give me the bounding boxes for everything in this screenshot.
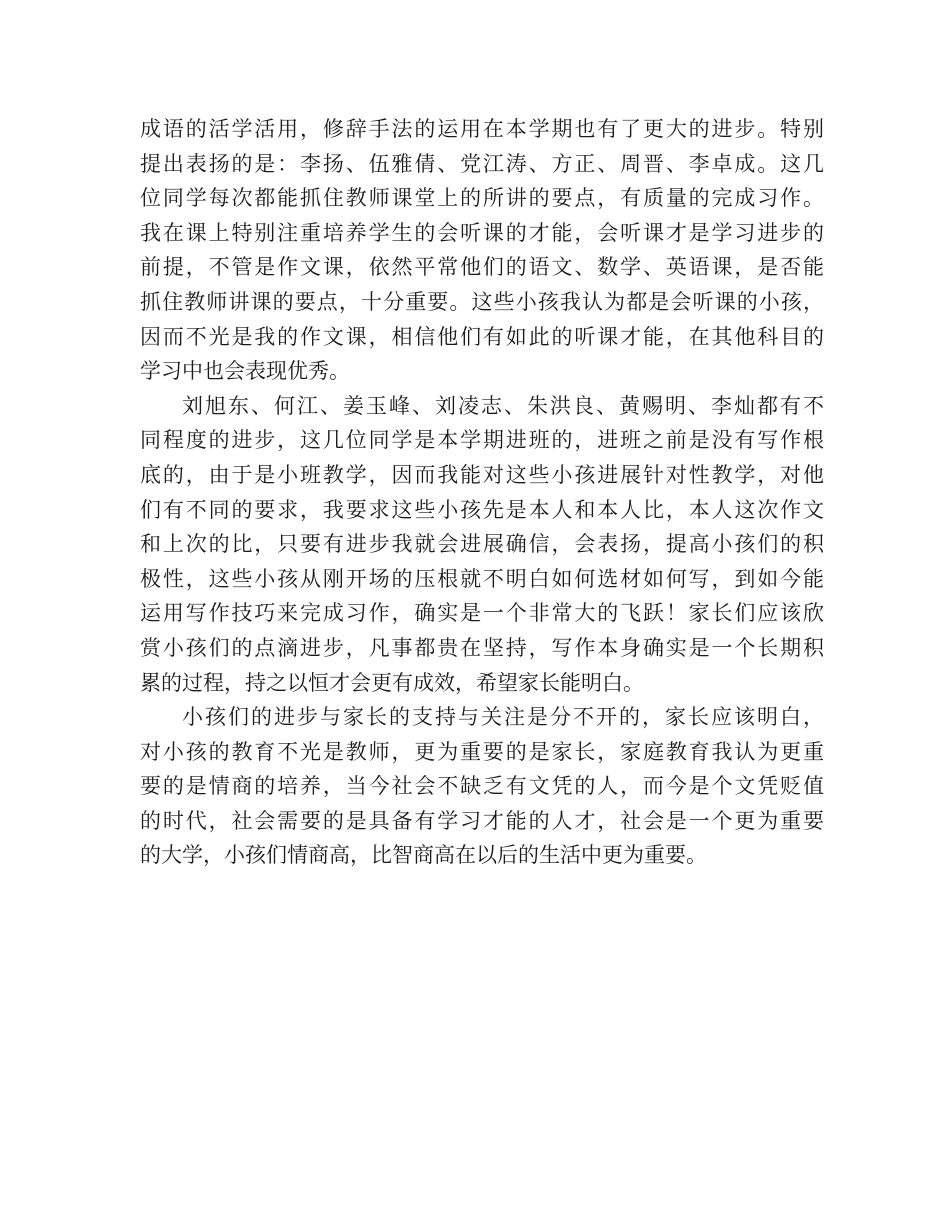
text-line: 因而不光是我的作文课，相信他们有如此的听课才能，在其他科目的 [140,324,824,349]
text-line: 的时代，社会需要的是具备有学习才能的人才，社会是一个更为重要 [140,808,824,833]
paragraph-2 [140,389,824,700]
text-line: 小孩们的进步与家长的支持与关注是分不开的，家长应该明白， [182,705,824,730]
text-line: 抓住教师讲课的要点，十分重要。这些小孩我认为都是会听课的小孩， [140,289,824,314]
text-line: 同程度的进步，这几位同学是本学期进班的，进班之前是没有写作根 [140,428,824,453]
text-line: 对小孩的教育不光是教师，更为重要的是家长，家庭教育我认为更重 [140,739,824,764]
text-line: 要的是情商的培养，当今社会不缺乏有文凭的人，而今是个文凭贬值 [140,774,824,799]
text-line: 累的过程，持之以恒才会更有成效，希望家长能明白。 [140,670,644,695]
text-line: 的大学，小孩们情商高，比智商高在以后的生活中更为重要。 [140,843,707,868]
text-line: 提出表扬的是：李扬、伍雅倩、党江涛、方正、周晋、李卓成。这几 [140,151,824,176]
text-line: 底的，由于是小班教学，因而我能对这些小孩进展针对性教学，对他 [140,462,824,487]
text-line: 和上次的比，只要有进步我就会进展确信，会表扬，提高小孩们的积 [140,532,824,557]
text-line: 刘旭东、何江、姜玉峰、刘凌志、朱洪良、黄赐明、李灿都有不 [182,393,824,418]
text-line: 赏小孩们的点滴进步，凡事都贵在坚持，写作本身确实是一个长期积 [140,635,824,660]
text-line: 我在课上特别注重培养学生的会听课的才能，会听课才是学习进步的 [140,220,824,245]
paragraph-3 [140,700,824,873]
text-line: 学习中也会表现优秀。 [140,359,350,384]
text-line: 们有不同的要求，我要求这些小孩先是本人和本人比，本人这次作文 [140,497,824,522]
text-line: 成语的活学活用，修辞手法的运用在本学期也有了更大的进步。特别 [140,117,824,141]
text-line: 运用写作技巧来完成习作，确实是一个非常大的飞跃！家长们应该欣 [140,601,824,626]
text-line: 位同学每次都能抓住教师课堂上的所讲的要点，有质量的完成习作。 [140,186,824,211]
text-line: 极性，这些小孩从刚开场的压根就不明白如何选材如何写，到如今能 [140,566,824,591]
text-line: 前提，不管是作文课，依然平常他们的语文、数学、英语课，是否能 [140,255,824,280]
document-body [140,112,824,873]
paragraph-1 [140,112,824,389]
